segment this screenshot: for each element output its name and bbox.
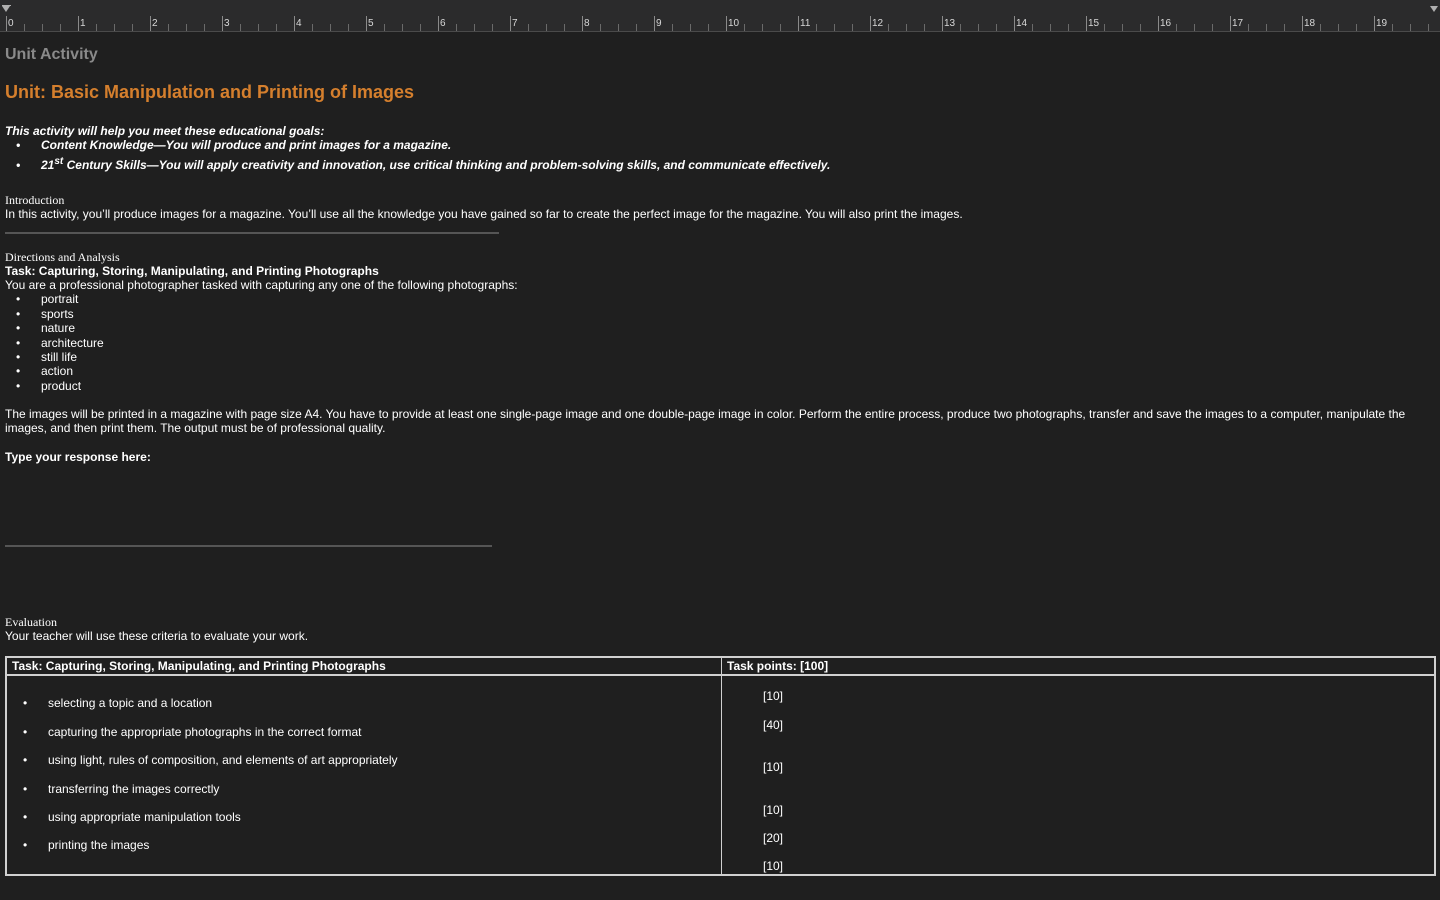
ruler-minor-tick xyxy=(672,24,673,31)
ruler-major-tick xyxy=(654,16,655,31)
goals-intro: This activity will help you meet these educational goals: xyxy=(5,124,325,138)
ruler-label: 14 xyxy=(1016,18,1028,29)
ruler-minor-tick xyxy=(1050,24,1051,31)
ruler-minor-tick xyxy=(60,24,61,31)
ruler-label: 5 xyxy=(368,18,374,29)
ruler-major-tick xyxy=(222,16,223,31)
goal-text xyxy=(41,158,830,172)
ruler-major-tick xyxy=(1086,16,1087,31)
ruler-minor-tick xyxy=(330,24,331,31)
photo-options-list: • portrait • sports • nature • architecture • still life • action • product xyxy=(16,292,104,393)
goal-item xyxy=(5,158,1405,172)
ruler-major-tick xyxy=(78,16,79,31)
ruler[interactable] xyxy=(0,0,1440,32)
bullet-icon: • xyxy=(16,379,21,393)
ruler-minor-tick xyxy=(276,24,277,31)
evaluation-heading: Evaluation xyxy=(5,615,57,629)
ruler-minor-tick xyxy=(546,24,547,31)
ruler-minor-tick xyxy=(402,24,403,31)
table-header-row xyxy=(6,657,1435,675)
ruler-major-tick xyxy=(294,16,295,31)
ruler-minor-tick xyxy=(1338,24,1339,31)
ruler-minor-tick xyxy=(1428,24,1429,31)
goal-superscript: st xyxy=(54,156,64,167)
ruler-label: 18 xyxy=(1304,18,1316,29)
ruler-minor-tick xyxy=(618,24,619,31)
left-indent-marker[interactable] xyxy=(2,6,10,12)
bullet-icon: • xyxy=(16,292,21,306)
ruler-minor-tick xyxy=(492,24,493,31)
bullet-icon: • xyxy=(16,364,21,378)
points-value: [10] xyxy=(763,689,784,703)
ruler-minor-tick xyxy=(24,24,25,31)
ruler-minor-tick xyxy=(420,24,421,31)
ruler-minor-tick xyxy=(1320,24,1321,31)
ruler-label: 15 xyxy=(1088,18,1100,29)
ruler-major-tick xyxy=(726,16,727,31)
introduction-heading: Introduction xyxy=(5,193,65,207)
ruler-major-tick xyxy=(1302,16,1303,31)
ruler-minor-tick xyxy=(1356,24,1357,31)
criteria-cell[interactable]: • selecting a topic and a location • capturing the appropriate photographs in the correct format • using light, rules of composition, and elements of art appropriately • transferring the images correctly • using appropriate manipulation tools • printing the images xyxy=(6,675,722,875)
ruler-minor-tick xyxy=(204,24,205,31)
task-title: Task: Capturing, Storing, Manipulating, and Printing Photographs xyxy=(5,264,379,278)
section-divider xyxy=(5,232,499,234)
goal-item xyxy=(5,138,1405,152)
ruler-minor-tick xyxy=(1266,24,1267,31)
ruler-label: 1 xyxy=(80,18,86,29)
ruler-minor-tick xyxy=(762,24,763,31)
ruler-minor-tick xyxy=(1122,24,1123,31)
ruler-minor-tick xyxy=(1212,24,1213,31)
ruler-minor-tick xyxy=(708,24,709,31)
ruler-minor-tick xyxy=(474,24,475,31)
ruler-minor-tick xyxy=(528,24,529,31)
ruler-minor-tick xyxy=(780,24,781,31)
ruler-minor-tick xyxy=(636,24,637,31)
bullet-icon: • xyxy=(23,810,28,824)
ruler-major-tick xyxy=(510,16,511,31)
response-label: Type your response here: xyxy=(5,450,151,464)
ruler-label: 3 xyxy=(224,18,230,29)
bullet-icon: • xyxy=(16,336,21,350)
task-prompt: You are a professional photographer tasked with capturing any one of the following photographs: xyxy=(5,278,518,292)
ruler-minor-tick xyxy=(42,24,43,31)
table-header-points: Task points: [100] xyxy=(722,657,1436,675)
ruler-minor-tick xyxy=(186,24,187,31)
ruler-label: 12 xyxy=(872,18,884,29)
ruler-minor-tick xyxy=(1392,24,1393,31)
ruler-minor-tick xyxy=(1194,24,1195,31)
ruler-minor-tick xyxy=(132,24,133,31)
ruler-minor-tick xyxy=(744,24,745,31)
ruler-major-tick xyxy=(1230,16,1231,31)
ruler-minor-tick xyxy=(1410,24,1411,31)
ruler-label: 17 xyxy=(1232,18,1244,29)
points-cell[interactable] xyxy=(722,675,1436,875)
unit-title: Unit: Basic Manipulation and Printing of Images xyxy=(5,82,415,102)
ruler-minor-tick xyxy=(114,24,115,31)
ruler-major-tick xyxy=(942,16,943,31)
ruler-minor-tick xyxy=(240,24,241,31)
points-value: [20] xyxy=(763,831,784,845)
ruler-minor-tick xyxy=(312,24,313,31)
bullet-icon: • xyxy=(16,307,21,321)
ruler-minor-tick xyxy=(456,24,457,31)
bullet-icon: • xyxy=(23,725,28,739)
ruler-label: 6 xyxy=(440,18,446,29)
ruler-minor-tick xyxy=(168,24,169,31)
table-header-task: Task: Capturing, Storing, Manipulating, and Printing Photographs xyxy=(6,657,722,675)
task-details: The images will be printed in a magazine with page size A4. You have to provide at least one single-page image and one double-page image in color. Perform the entire process, produce two photographs, transfer and save the images to a computer, manipulate the images, and then print them. The output must be of professional quality. xyxy=(5,407,1406,435)
ruler-minor-tick xyxy=(600,24,601,31)
ruler-major-tick xyxy=(1158,16,1159,31)
table-row xyxy=(6,675,1435,875)
bullet-icon: • xyxy=(16,158,21,172)
ruler-minor-tick xyxy=(1032,24,1033,31)
ruler-minor-tick xyxy=(1068,24,1069,31)
ruler-minor-tick xyxy=(1140,24,1141,31)
bullet-icon: • xyxy=(23,753,28,767)
points-value: [10] xyxy=(763,859,784,873)
ruler-minor-tick xyxy=(1284,24,1285,31)
ruler-minor-tick xyxy=(690,24,691,31)
ruler-major-tick xyxy=(870,16,871,31)
response-area[interactable] xyxy=(5,466,1425,542)
introduction-body: In this activity, you’ll produce images for a magazine. You’ll use all the knowledge you have gained so far to create the perfect image for the magazine. You will also print the images. xyxy=(5,207,963,221)
points-value: [10] xyxy=(763,760,784,774)
ruler-minor-tick xyxy=(258,24,259,31)
ruler-minor-tick xyxy=(96,24,97,31)
bullet-icon: • xyxy=(23,838,28,852)
goal-body: Century Skills—You will apply creativity and innovation, use critical thinking and problem-solving skills, and communicate effectively. xyxy=(63,158,831,172)
ruler-minor-tick xyxy=(888,24,889,31)
points-value: [10] xyxy=(763,803,784,817)
ruler-minor-tick xyxy=(1248,24,1249,31)
bullet-icon: • xyxy=(23,696,28,710)
ruler-major-tick xyxy=(6,16,7,31)
ruler-minor-tick xyxy=(564,24,565,31)
ruler-minor-tick xyxy=(960,24,961,31)
ruler-label: 4 xyxy=(296,18,302,29)
ruler-major-tick xyxy=(798,16,799,31)
directions-heading: Directions and Analysis xyxy=(5,250,120,264)
right-indent-marker[interactable] xyxy=(1430,6,1438,12)
bullet-icon: • xyxy=(16,350,21,364)
ruler-minor-tick xyxy=(348,24,349,31)
evaluation-table xyxy=(5,656,1436,876)
ruler-minor-tick xyxy=(1104,24,1105,31)
ruler-minor-tick xyxy=(834,24,835,31)
ruler-label: 13 xyxy=(944,18,956,29)
ruler-major-tick xyxy=(1014,16,1015,31)
ruler-label: 8 xyxy=(584,18,590,29)
goal-text: Content Knowledge—You will produce and print images for a magazine. xyxy=(41,138,452,152)
ruler-label: 10 xyxy=(728,18,740,29)
ruler-minor-tick xyxy=(978,24,979,31)
ruler-label: 0 xyxy=(8,18,14,29)
bullet-icon: • xyxy=(16,138,21,152)
ruler-minor-tick xyxy=(1176,24,1177,31)
evaluation-intro: Your teacher will use these criteria to evaluate your work. xyxy=(5,629,309,643)
unit-activity-label: Unit Activity xyxy=(5,46,98,63)
ruler-label: 7 xyxy=(512,18,518,29)
ruler-major-tick xyxy=(150,16,151,31)
ruler-major-tick xyxy=(366,16,367,31)
points-value: [40] xyxy=(763,718,784,732)
bullet-icon: • xyxy=(23,782,28,796)
section-divider xyxy=(5,545,492,547)
goal-prefix: 21 xyxy=(41,158,55,172)
ruler-label: 16 xyxy=(1160,18,1172,29)
ruler-major-tick xyxy=(438,16,439,31)
ruler-label: 11 xyxy=(800,18,811,29)
ruler-minor-tick xyxy=(384,24,385,31)
ruler-minor-tick xyxy=(816,24,817,31)
ruler-label: 2 xyxy=(152,18,158,29)
ruler-major-tick xyxy=(1374,16,1375,31)
ruler-label: 19 xyxy=(1376,18,1388,29)
ruler-minor-tick xyxy=(924,24,925,31)
bullet-icon: • xyxy=(16,321,21,335)
ruler-minor-tick xyxy=(996,24,997,31)
ruler-minor-tick xyxy=(906,24,907,31)
ruler-minor-tick xyxy=(852,24,853,31)
ruler-label: 9 xyxy=(656,18,662,29)
ruler-major-tick xyxy=(582,16,583,31)
